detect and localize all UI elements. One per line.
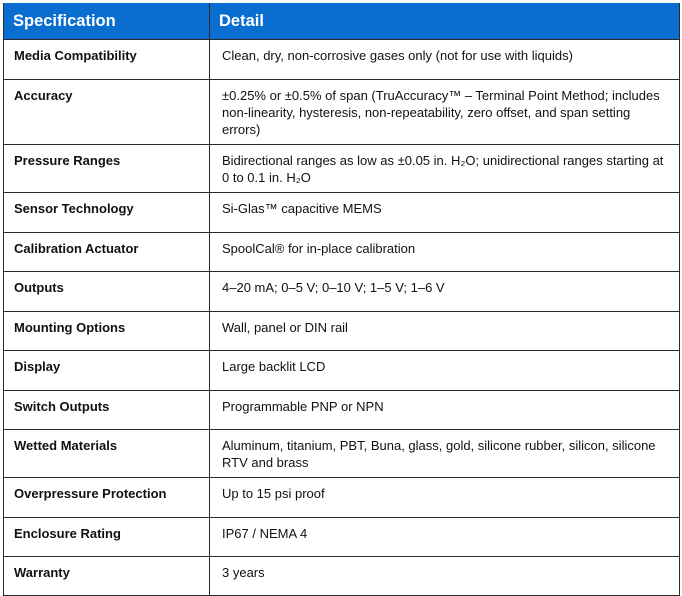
table-row xyxy=(4,80,680,145)
row-detail: SpoolCal® for in-place calibration xyxy=(210,233,680,272)
table-row xyxy=(4,272,680,312)
row-detail: Programmable PNP or NPN xyxy=(210,391,680,430)
row-detail: Wall, panel or DIN rail xyxy=(210,312,680,351)
row-label: Mounting Options xyxy=(4,312,210,351)
header-row xyxy=(4,3,680,40)
row-detail: Bidirectional ranges as low as ±0.05 in. H₂O; unidirectional ranges starting at 0 to 0.1 in. H₂O xyxy=(210,145,680,193)
table-row xyxy=(4,557,680,596)
table-row xyxy=(4,478,680,518)
table-row xyxy=(4,430,680,478)
row-detail: Up to 15 psi proof xyxy=(210,478,680,518)
table-row xyxy=(4,391,680,430)
header-detail: Detail xyxy=(210,3,680,40)
table-row xyxy=(4,233,680,272)
spec-table xyxy=(3,3,680,596)
row-label: Overpressure Protection xyxy=(4,478,210,518)
table-row xyxy=(4,193,680,233)
row-detail: ±0.25% or ±0.5% of span (TruAccuracy™ – Terminal Point Method; includes non-linearity, hysteresis, non-repeatability, zero offset, and span setting errors) xyxy=(210,80,680,145)
row-detail: 4–20 mA; 0–5 V; 0–10 V; 1–5 V; 1–6 V xyxy=(210,272,680,312)
row-label: Wetted Materials xyxy=(4,430,210,478)
row-detail: Aluminum, titanium, PBT, Buna, glass, gold, silicone rubber, silicon, silicone RTV and brass xyxy=(210,430,680,478)
row-label: Enclosure Rating xyxy=(4,518,210,557)
row-detail: IP67 / NEMA 4 xyxy=(210,518,680,557)
row-label: Pressure Ranges xyxy=(4,145,210,193)
row-label: Warranty xyxy=(4,557,210,596)
row-detail: Large backlit LCD xyxy=(210,351,680,391)
row-label: Media Compatibility xyxy=(4,40,210,80)
row-detail: 3 years xyxy=(210,557,680,596)
table-row xyxy=(4,312,680,351)
header-specification: Specification xyxy=(4,3,210,40)
table-row xyxy=(4,351,680,391)
row-label: Calibration Actuator xyxy=(4,233,210,272)
table-row xyxy=(4,40,680,80)
row-label: Accuracy xyxy=(4,80,210,145)
row-detail: Si-Glas™ capacitive MEMS xyxy=(210,193,680,233)
table-row xyxy=(4,145,680,193)
row-label: Display xyxy=(4,351,210,391)
row-detail: Clean, dry, non-corrosive gases only (not for use with liquids) xyxy=(210,40,680,80)
row-label: Switch Outputs xyxy=(4,391,210,430)
table-row xyxy=(4,518,680,557)
row-label: Sensor Technology xyxy=(4,193,210,233)
row-label: Outputs xyxy=(4,272,210,312)
